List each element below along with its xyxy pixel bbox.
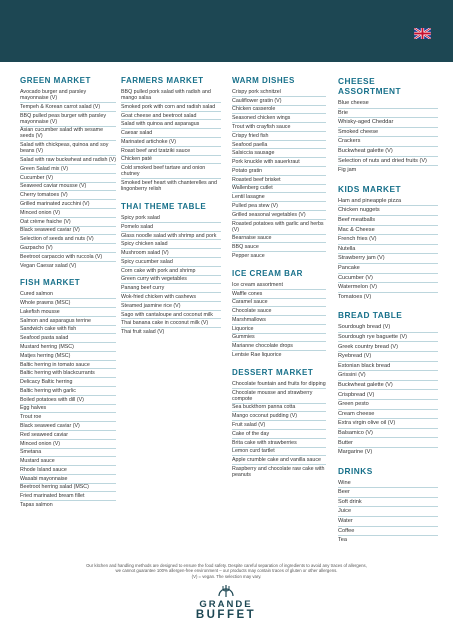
menu-item: Gummies bbox=[232, 334, 326, 343]
menu-item: Oat crème fraiche (V) bbox=[20, 218, 116, 227]
menu-item: Salmon and asparagus terrine bbox=[20, 317, 116, 326]
menu-item: Crispbread (V) bbox=[338, 390, 438, 400]
logo-word-grande: GRANDE bbox=[199, 599, 253, 610]
item-list bbox=[338, 197, 438, 302]
menu-item: BBQ pulled peas burger with parsley mayonnaise (V) bbox=[20, 112, 116, 127]
menu-item: Sea buckthorn panna cotta bbox=[232, 404, 326, 413]
menu-item: Potato gratin bbox=[232, 167, 326, 176]
menu-item: Minced onion (V) bbox=[20, 440, 116, 449]
menu-item: Blue cheese bbox=[338, 99, 438, 109]
menu-item: Chocolate sauce bbox=[232, 307, 326, 316]
menu-item: Goat cheese and beetroot salad bbox=[121, 112, 221, 121]
menu-item: Roasted potatoes with garlic and herbs (V) bbox=[232, 220, 326, 235]
menu-item: Black seaweed caviar (V) bbox=[20, 227, 116, 236]
menu-item: Roasted beef brisket bbox=[232, 176, 326, 185]
menu-item: Bearnaise sauce bbox=[232, 235, 326, 244]
menu-item: Liquorice bbox=[232, 325, 326, 334]
menu-item: Chicken casserole bbox=[232, 106, 326, 115]
menu-item: Lentil lasagne bbox=[232, 193, 326, 202]
section-green-market bbox=[20, 76, 116, 269]
item-list bbox=[121, 214, 221, 336]
menu-item: Water bbox=[338, 517, 438, 527]
menu-item: Mac & Cheese bbox=[338, 226, 438, 236]
section-title: KIDS MARKET bbox=[338, 183, 402, 194]
menu-item: Ice cream assortment bbox=[232, 281, 326, 290]
menu-item: Pomelo salad bbox=[121, 223, 221, 232]
menu-item: Pork knuckle with sauerkraut bbox=[232, 158, 326, 167]
section-title: FARMERS MARKET bbox=[121, 76, 204, 85]
section-thai-theme-table bbox=[121, 202, 221, 336]
menu-item: Mango coconut pudding (V) bbox=[232, 412, 326, 421]
menu-item: French fries (V) bbox=[338, 235, 438, 245]
menu-item: Mustard sauce bbox=[20, 457, 116, 466]
menu-item: Nutella bbox=[338, 245, 438, 255]
menu-item: Chocolate mousse and strawberry compote bbox=[232, 389, 326, 404]
menu-item: Buckwheat galette (V) bbox=[338, 147, 438, 157]
menu-item: Marshmallows bbox=[232, 316, 326, 325]
menu-item: Cured salmon bbox=[20, 290, 116, 299]
section-title: DRINKS bbox=[338, 465, 373, 476]
menu-item: Sandwich cake with fish bbox=[20, 326, 116, 335]
section-title: GREEN MARKET bbox=[20, 76, 91, 85]
menu-item: Grissini (V) bbox=[338, 371, 438, 381]
menu-item: Cake of the day bbox=[232, 430, 326, 439]
menu-item: Watermelon (V) bbox=[338, 283, 438, 293]
menu-item: Avocado burger and parsley mayonnaise (V) bbox=[20, 88, 116, 103]
menu-item: Strawberry jam (V) bbox=[338, 254, 438, 264]
menu-item: Pulled pea stew (V) bbox=[232, 202, 326, 211]
menu-item: Vegan Caesar salad (V) bbox=[20, 262, 77, 269]
menu-item: Corn cake with pork and shrimp bbox=[121, 267, 221, 276]
menu-item: Beer bbox=[338, 488, 438, 498]
menu-column-4 bbox=[338, 76, 438, 554]
menu-item: Salsiccia sausage bbox=[232, 149, 326, 158]
section-title: FISH MARKET bbox=[20, 278, 81, 288]
menu-item: Chocolate fountain and fruits for dipping bbox=[232, 380, 326, 387]
menu-item: Apple crumble cake and vanilla sauce bbox=[232, 456, 326, 465]
menu-item: Wok-fried chicken with cashews bbox=[121, 293, 221, 302]
menu-item: Ham and pineapple pizza bbox=[338, 197, 438, 207]
menu-item: Baltic herring with blackcurrants bbox=[20, 369, 116, 378]
menu-item: Fig jam bbox=[338, 167, 357, 174]
item-list bbox=[232, 380, 326, 479]
menu-item: Seafood pasta salad bbox=[20, 334, 116, 343]
section-warm-dishes bbox=[232, 76, 326, 260]
item-list bbox=[121, 88, 221, 193]
menu-item: Rhode Island sauce bbox=[20, 466, 116, 475]
menu-item: Sourdough rye baguette (V) bbox=[338, 333, 438, 343]
menu-item: Beef meatballs bbox=[338, 216, 438, 226]
menu-item: Pancake bbox=[338, 264, 438, 274]
menu-item: Balsamico (V) bbox=[338, 429, 438, 439]
menu-item: Black seaweed caviar (V) bbox=[20, 422, 116, 431]
menu-item: Wallenberg cutlet bbox=[232, 185, 326, 194]
menu-item: BBQ pulled pork salad with radish and mango salsa bbox=[121, 88, 221, 103]
item-list bbox=[20, 290, 116, 509]
item-list bbox=[20, 88, 116, 269]
section-bread-table bbox=[338, 310, 438, 456]
menu-item: Crackers bbox=[338, 137, 438, 147]
menu-item: Butter bbox=[338, 438, 438, 448]
menu-item: Baltic herring in tomato sauce bbox=[20, 361, 116, 370]
menu-item: BBQ sauce bbox=[232, 243, 326, 252]
menu-item: Green curry with vegetables bbox=[121, 276, 221, 285]
menu-item: Beetroot carpaccio with ruccola (V) bbox=[20, 253, 116, 262]
menu-item: Crispy pork schnitzel bbox=[232, 88, 326, 97]
section-ice-cream-bar bbox=[232, 269, 326, 359]
menu-item: Wine bbox=[338, 479, 438, 489]
menu-item: Margarine (V) bbox=[338, 449, 373, 456]
menu-item: Chicken paté bbox=[121, 156, 221, 165]
menu-item: Fried marinated bream fillet bbox=[20, 492, 116, 501]
menu-item: Mushroom salad (V) bbox=[121, 249, 221, 258]
menu-item: Minced onion (V) bbox=[20, 209, 116, 218]
menu-item: Lemon curd tartlet bbox=[232, 448, 326, 457]
menu-item: Roast beef and tzatziki sauce bbox=[121, 147, 221, 156]
menu-item: Thai banana cake in coconut milk (V) bbox=[121, 319, 221, 328]
item-list bbox=[338, 479, 438, 545]
menu-column-2 bbox=[121, 76, 221, 345]
menu-item: Raspberry and chocolate raw cake with peanuts bbox=[232, 465, 325, 479]
menu-item: Caramel sauce bbox=[232, 299, 326, 308]
menu-item: Fruit salad (V) bbox=[232, 421, 326, 430]
section-farmers-market bbox=[121, 76, 221, 193]
menu-item: Baltic herring with garlic bbox=[20, 387, 116, 396]
menu-item: Caesar salad bbox=[121, 129, 221, 138]
menu-item: Wasabi mayonnaise bbox=[20, 475, 116, 484]
section-title: THAI THEME TABLE bbox=[121, 202, 207, 212]
menu-item: Salad with quinoa and asparagus bbox=[121, 120, 221, 129]
disclaimer-line-2: we cannot guarantee 100% allergen-free environment – our products may contain traces of gluten or other allergens. bbox=[115, 568, 338, 574]
menu-item: Pepper sauce bbox=[232, 253, 265, 259]
menu-item: Sago with cantaloupe and coconut milk bbox=[121, 311, 221, 320]
menu-item: Juice bbox=[338, 507, 438, 517]
menu-item: Spicy chicken salad bbox=[121, 240, 221, 249]
menu-item: Smoked pork with corn and radish salad bbox=[121, 103, 221, 112]
menu-item: Green Salad mix (V) bbox=[20, 165, 116, 174]
menu-item: Extra virgin olive oil (V) bbox=[338, 419, 438, 429]
section-kids-market bbox=[338, 184, 438, 302]
menu-item: Cherry tomatoes (V) bbox=[20, 191, 116, 200]
menu-item: Tomatoes (V) bbox=[338, 293, 372, 300]
menu-item: Greek country bread (V) bbox=[338, 342, 438, 352]
menu-column-1 bbox=[20, 76, 116, 518]
menu-item: Whole prawns (MSC) bbox=[20, 299, 116, 308]
menu-item: Cream cheese bbox=[338, 410, 438, 420]
menu-item: Thai fruit salad (V) bbox=[121, 329, 165, 336]
menu-item: Tea bbox=[338, 537, 348, 544]
menu-item: Marianne chocolate drops bbox=[232, 342, 326, 351]
section-title: ICE CREAM BAR bbox=[232, 268, 303, 278]
header-band bbox=[0, 0, 453, 62]
menu-item: Coffee bbox=[338, 527, 438, 537]
menu-item: Crispy fried fish bbox=[232, 132, 326, 141]
menu-item: Red seaweed caviar bbox=[20, 431, 116, 440]
menu-item: Delicacy Baltic herring bbox=[20, 378, 116, 387]
section-title: CHEESE ASSORTMENT bbox=[338, 76, 402, 96]
logo-area bbox=[0, 573, 453, 640]
menu-item: Marinated artichoke (V) bbox=[121, 138, 221, 147]
section-title: DESSERT MARKET bbox=[232, 367, 314, 377]
menu-item: Ryebread (V) bbox=[338, 352, 438, 362]
menu-item: Salad with chickpeas, quinoa and soy beans (V) bbox=[20, 141, 116, 156]
menu-item: Waffle cones bbox=[232, 290, 326, 299]
menu-item: Cucumber (V) bbox=[338, 274, 438, 284]
uk-flag-icon[interactable] bbox=[414, 28, 431, 39]
menu-item: Salad with raw buckwheat and radish (V) bbox=[20, 157, 116, 164]
fork-sun-logo-icon bbox=[217, 584, 235, 598]
menu-item: Beetroot herring salad (MSC) bbox=[20, 484, 116, 493]
item-list bbox=[232, 281, 326, 359]
menu-item: Spicy cucumber salad bbox=[121, 258, 221, 267]
menu-item: Smoked cheese bbox=[338, 128, 438, 138]
menu-item: Tempeh & Korean carrot salad (V) bbox=[20, 103, 116, 112]
menu-item: Lakefish mousse bbox=[20, 308, 116, 317]
menu-item: Glass noodle salad with shrimp and pork bbox=[121, 232, 221, 241]
menu-item: Buckwheat galette (V) bbox=[338, 381, 438, 391]
menu-item: Cucumber (V) bbox=[20, 174, 116, 183]
menu-item: Chicken nuggets bbox=[338, 206, 438, 216]
menu-item: Gazpacho (V) bbox=[20, 244, 116, 253]
section-cheese-assortment bbox=[338, 76, 438, 175]
item-list bbox=[232, 88, 326, 260]
logo-word-buffet: BUFFET bbox=[195, 609, 257, 621]
menu-item: Matjes herring (MSC) bbox=[20, 352, 116, 361]
menu-item: Steamed jasmine rice (V) bbox=[121, 302, 221, 311]
menu-column-3 bbox=[232, 76, 326, 488]
menu-item: Mustard herring (MSC) bbox=[20, 343, 116, 352]
menu-item: Selection of nuts and dried fruits (V) bbox=[338, 157, 438, 167]
menu-item: Cold smoked beef tartare and onion chutney bbox=[121, 164, 221, 179]
menu-item: Cauliflower gratin (V) bbox=[232, 97, 326, 106]
menu-item: Green pesto bbox=[338, 400, 438, 410]
menu-item: Smoked beef heart with chanterelles and lingonberry relish bbox=[121, 180, 217, 193]
menu-item: Boiled potatoes with dill (V) bbox=[20, 396, 116, 405]
menu-item: Seaweed caviar mousse (V) bbox=[20, 183, 116, 192]
menu-item: Spicy pork salad bbox=[121, 214, 221, 223]
menu-item: Panang beef curry bbox=[121, 284, 221, 293]
section-fish-market bbox=[20, 278, 116, 509]
menu-item: Trout roe bbox=[20, 413, 116, 422]
grande-buffet-logo bbox=[166, 584, 286, 628]
menu-item: Tapas salmon bbox=[20, 502, 53, 509]
menu-item: Trout with crayfish sauce bbox=[232, 123, 326, 132]
section-title: BREAD TABLE bbox=[338, 310, 403, 321]
menu-item: Asian cucumber salad with sesame seeds (V) bbox=[20, 127, 116, 142]
menu-item: Whisky-aged Cheddar bbox=[338, 118, 438, 128]
menu-item: Selection of seeds and nuts (V) bbox=[20, 235, 116, 244]
menu-item: Brita cake with strawberries bbox=[232, 439, 326, 448]
section-title: WARM DISHES bbox=[232, 76, 295, 85]
menu-item: Brie bbox=[338, 109, 438, 119]
item-list bbox=[338, 99, 438, 175]
menu-item: Seasoned chicken wings bbox=[232, 114, 326, 123]
section-dessert-market bbox=[232, 368, 326, 479]
menu-item: Smetana bbox=[20, 449, 116, 458]
menu-item: Grilled marinated zucchini (V) bbox=[20, 200, 116, 209]
menu-item: Grilled seasonal vegetables (V) bbox=[232, 211, 326, 220]
menu-item: Estonian black bread bbox=[338, 362, 438, 372]
menu-item: Soft drink bbox=[338, 498, 438, 508]
menu-item: Sourdough bread (V) bbox=[338, 323, 438, 333]
disclaimer-line-3: (V) = vegan. The selection may vary. bbox=[191, 573, 262, 579]
disclaimer-line-1: Our kitchen and handling methods are designed to ensure the food safety. Despite careful separation of ingredients to avoid any traces of allergens, bbox=[86, 563, 367, 568]
item-list bbox=[338, 323, 438, 456]
menu-item: Egg halves bbox=[20, 405, 116, 414]
menu-item: Seafood paella bbox=[232, 141, 326, 150]
menu-item: Lentsie Rae liquorice bbox=[232, 352, 282, 359]
section-drinks bbox=[338, 466, 438, 545]
